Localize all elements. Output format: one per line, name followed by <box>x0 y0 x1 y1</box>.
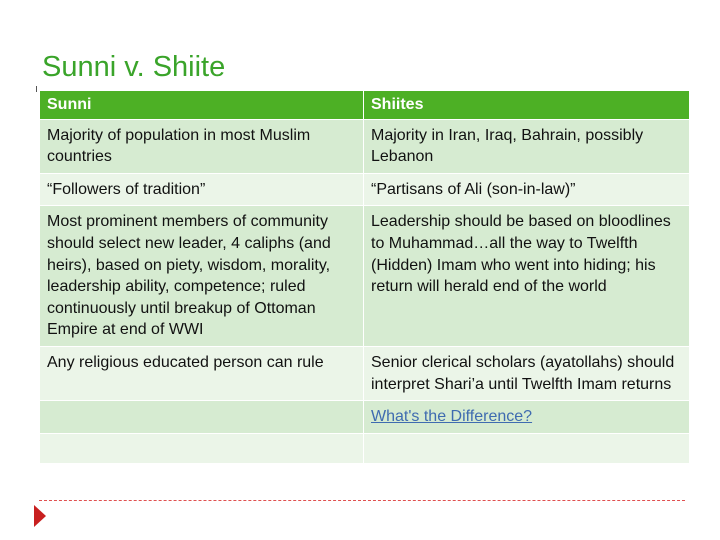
cell-sunni: Most prominent members of community should select new leader, 4 caliphs (and heirs), based on piety, wisdom, morality, leadership ability, competence; ruled continuously until breakup of Ottoman Empire at end of WWI <box>40 206 364 347</box>
table-row <box>40 119 690 173</box>
table-row <box>40 206 690 347</box>
cell-empty <box>364 433 690 463</box>
footer-dashed-divider <box>39 500 685 501</box>
header-shiites: Shiites <box>364 91 690 120</box>
cell-shiite: Leadership should be based on bloodlines to Muhammad…all the way to Twelfth (Hidden) Imam who went into hiding; his return will herald end of the world <box>364 206 690 347</box>
cell-link <box>364 401 690 434</box>
cell-empty <box>40 401 364 434</box>
cell-sunni: “Followers of tradition” <box>40 173 364 206</box>
comparison-table <box>39 90 690 464</box>
cell-shiite: “Partisans of Ali (son-in-law)” <box>364 173 690 206</box>
table-row <box>40 346 690 400</box>
play-triangle-icon[interactable] <box>34 505 46 527</box>
header-sunni: Sunni <box>40 91 364 120</box>
cell-sunni: Majority of population in most Muslim countries <box>40 119 364 173</box>
difference-link[interactable]: What's the Difference? <box>371 408 533 426</box>
title-rule <box>36 86 37 92</box>
cell-empty <box>40 433 364 463</box>
comparison-table-container <box>39 90 689 464</box>
slide-title: Sunni v. Shiite <box>42 51 226 83</box>
table-row <box>40 173 690 206</box>
cell-shiite: Senior clerical scholars (ayatollahs) should interpret Shari’a until Twelfth Imam returns <box>364 346 690 400</box>
cell-sunni: Any religious educated person can rule <box>40 346 364 400</box>
cell-shiite: Majority in Iran, Iraq, Bahrain, possibly Lebanon <box>364 119 690 173</box>
table-header-row <box>40 91 690 120</box>
table-row-link <box>40 401 690 434</box>
table-row-empty <box>40 433 690 463</box>
